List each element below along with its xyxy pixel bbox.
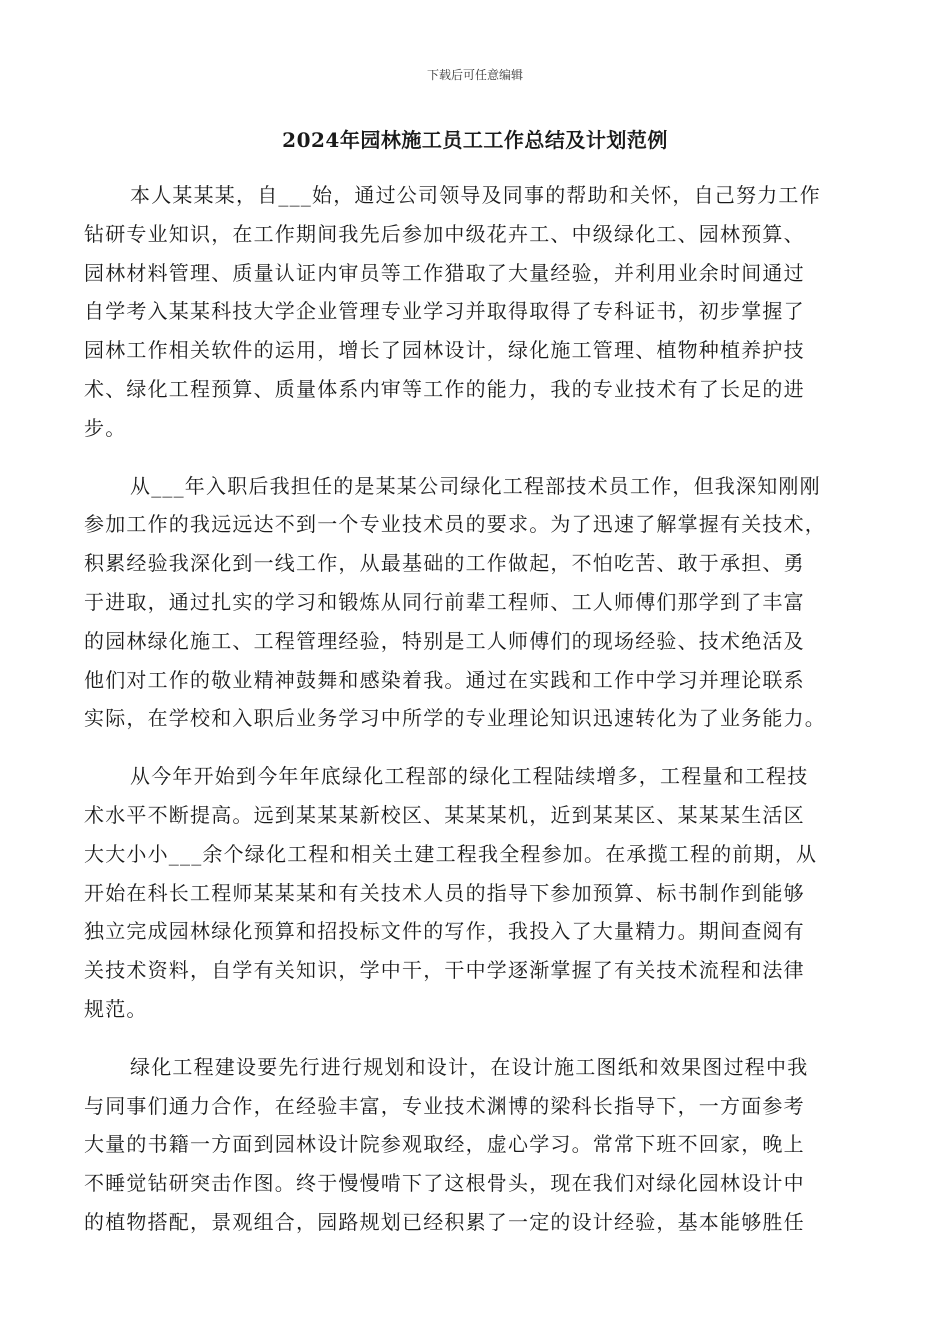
- paragraph-line: 参加工作的我远远达不到一个专业技术员的要求。为了迅速了解掌握有关技术，: [84, 512, 826, 537]
- paragraph-2: [84, 467, 864, 739]
- paragraph-line: 不睡觉钻研突击作图。终于慢慢啃下了这根骨头，现在我们对绿化园林设计中: [84, 1171, 805, 1196]
- paragraph-line: 于进取，通过扎实的学习和锻炼从同行前辈工程师、工人师傅们那学到了丰富: [84, 589, 805, 614]
- paragraph-line: 钻研专业知识，在工作期间我先后参加中级花卉工、中级绿化工、园林预算、: [84, 221, 805, 246]
- paragraph-line: 大量的书籍一方面到园林设计院参观取经，虚心学习。常常下班不回家，晚上: [84, 1132, 805, 1157]
- paragraph-line: 自学考入某某科技大学企业管理专业学习并取得取得了专科证书，初步掌握了: [84, 299, 805, 324]
- paragraph-line: 园林工作相关软件的运用，增长了园林设计，绿化施工管理、植物种植养护技: [84, 338, 805, 363]
- paragraph-line: 与同事们通力合作，在经验丰富，专业技术渊博的梁科长指导下，一方面参考: [84, 1093, 805, 1118]
- paragraph-line: 的植物搭配，景观组合，园路规划已经积累了一定的设计经验，基本能够胜任: [84, 1209, 805, 1234]
- paragraph-line: 本人某某某，自___始，通过公司领导及同事的帮助和关怀，自己努力工作: [130, 183, 821, 207]
- paragraph-1: [84, 176, 864, 448]
- paragraph-line: 绿化工程建设要先行进行规划和设计，在设计施工图纸和效果图过程中我: [130, 1054, 809, 1079]
- paragraph-line: 大大小小___余个绿化工程和相关土建工程我全程参加。在承揽工程的前期，从: [84, 841, 818, 866]
- paragraph-line: 开始在科长工程师某某某和有关技术人员的指导下参加预算、标书制作到能够: [84, 880, 805, 905]
- paragraph-line: 步。: [84, 415, 127, 440]
- paragraph-line: 规范。: [84, 996, 148, 1021]
- paragraph-line: 从___年入职后我担任的是某某公司绿化工程部技术员工作，但我深知刚刚: [130, 473, 821, 498]
- paragraph-3: [84, 757, 864, 1029]
- paragraph-line: 积累经验我深化到一线工作，从最基础的工作做起，不怕吃苦、敢于承担、勇: [84, 551, 805, 576]
- paragraph-line: 关技术资料，自学有关知识，学中干，干中学逐渐掌握了有关技术流程和法律: [84, 958, 805, 983]
- header-note: 下载后可任意编辑: [426, 68, 523, 82]
- paragraph-line: 实际，在学校和入职后业务学习中所学的专业理论知识迅速转化为了业务能力。: [84, 706, 826, 731]
- paragraph-line: 园林材料管理、质量认证内审员等工作猎取了大量经验，并利用业余时间通过: [84, 260, 805, 285]
- document-body: [84, 176, 864, 1261]
- paragraph-line: 他们对工作的敬业精神鼓舞和感染着我。通过在实践和工作中学习并理论联系: [84, 667, 805, 692]
- paragraph-line: 的园林绿化施工、工程管理经验，特别是工人师傅们的现场经验、技术绝活及: [84, 628, 805, 653]
- paragraph-4: [84, 1048, 864, 1242]
- paragraph-line: 术水平不断提高。远到某某某新校区、某某某机，近到某某区、某某某生活区: [84, 802, 805, 827]
- paragraph-line: 从今年开始到今年年底绿化工程部的绿化工程陆续增多，工程量和工程技: [130, 764, 809, 789]
- paragraph-line: 独立完成园林绿化预算和招投标文件的写作，我投入了大量精力。期间查阅有: [84, 919, 805, 944]
- paragraph-line: 术、绿化工程预算、质量体系内审等工作的能力，我的专业技术有了长足的进: [84, 376, 805, 401]
- document-title: 2024年园林施工员工工作总结及计划范例: [282, 128, 668, 152]
